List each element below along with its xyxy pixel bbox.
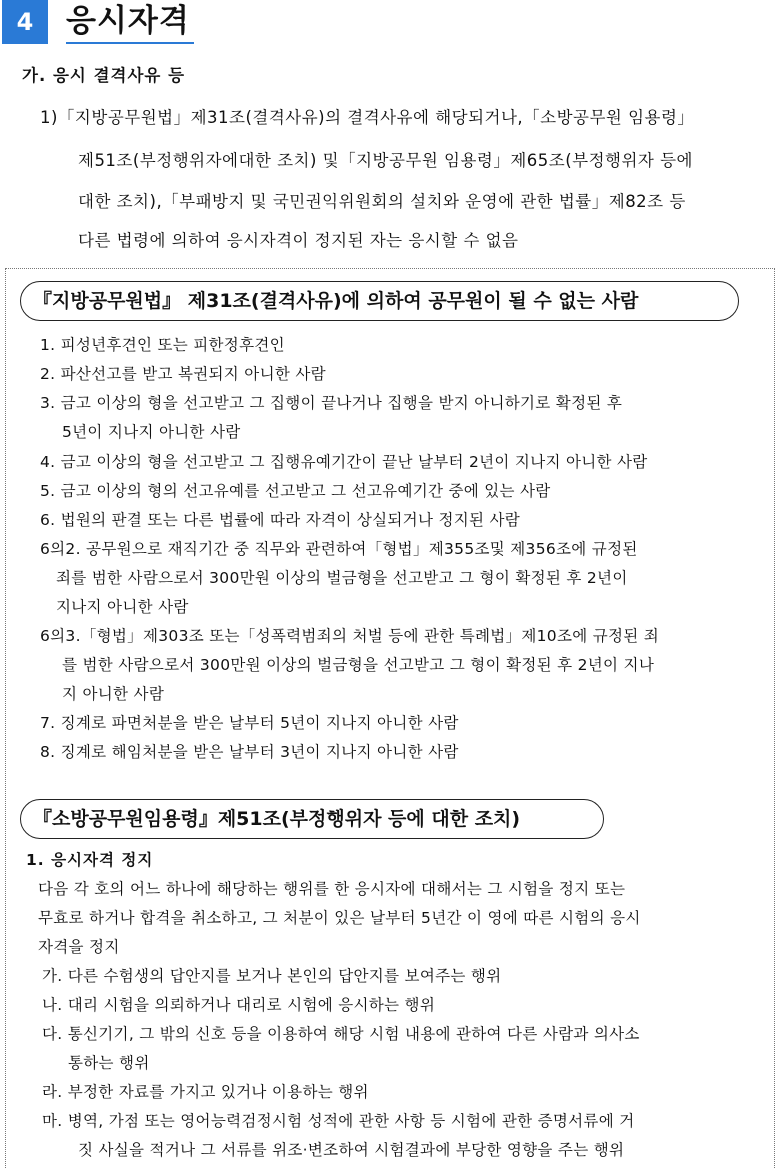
list-item: 4. 금고 이상의 형을 선고받고 그 집행유예기간이 끝난 날부터 2년이 지나지 아니한 사람 xyxy=(40,453,648,471)
section-number-badge: 4 xyxy=(2,0,48,44)
list-item: 자격을 정지 xyxy=(38,938,120,956)
list-item: 죄를 범한 사람으로서 300만원 이상의 벌금형을 선고받고 그 형이 확정된 후 2년이 xyxy=(56,569,628,587)
list-item: 8. 징계로 해임처분을 받은 날부터 3년이 지나지 아니한 사람 xyxy=(40,743,459,761)
box2-heading: 1. 응시자격 정지 xyxy=(26,851,154,869)
list-item: 6의2. 공무원으로 재직기간 중 직무와 관련하여「형법」제355조및 제356조에 규정된 xyxy=(40,540,638,558)
list-item: 마. 병역, 가점 또는 영어능력검정시험 성적에 관한 사항 등 시험에 관한 증명서류에 거 xyxy=(42,1112,635,1130)
box2-title: 『소방공무원임용령』제51조(부정행위자 등에 대한 조치) xyxy=(20,799,604,839)
paragraph-line: 다른 법령에 의하여 응시자격이 정지된 자는 응시할 수 없음 xyxy=(78,231,519,250)
list-item: 지 아니한 사람 xyxy=(62,685,165,703)
list-item: 5년이 지나지 아니한 사람 xyxy=(62,423,241,441)
list-item: 지나지 아니한 사람 xyxy=(56,598,189,616)
list-item: 통하는 행위 xyxy=(68,1054,150,1072)
list-item: 5. 금고 이상의 형의 선고유예를 선고받고 그 선고유예기간 중에 있는 사람 xyxy=(40,482,551,500)
list-item: 가. 다른 수험생의 답안지를 보거나 본인의 답안지를 보여주는 행위 xyxy=(42,967,502,985)
list-item: 다. 통신기기, 그 밖의 신호 등을 이용하여 해당 시험 내용에 관하여 다른 사람과 의사소 xyxy=(42,1025,640,1043)
section-title: 응시자격 xyxy=(66,2,194,44)
list-item: 짓 사실을 적거나 그 서류를 위조·변조하여 시험결과에 부당한 영향을 주는 행위 xyxy=(78,1141,625,1159)
subheading: 가. 응시 결격사유 등 xyxy=(22,66,186,85)
list-item: 6의3.「형법」제303조 또는「성폭력범죄의 처벌 등에 관한 특례법」제10조에 규정된 죄 xyxy=(40,627,660,645)
box1-title: 『지방공무원법』 제31조(결격사유)에 의하여 공무원이 될 수 없는 사람 xyxy=(20,281,739,321)
list-item: 다음 각 호의 어느 하나에 해당하는 행위를 한 응시자에 대해서는 그 시험을 정지 또는 xyxy=(38,880,626,898)
list-item: 라. 부정한 자료를 가지고 있거나 이용하는 행위 xyxy=(42,1083,369,1101)
paragraph-line: 제51조(부정행위자에대한 조치) 및「지방공무원 임용령」제65조(부정행위자 등에 xyxy=(78,151,693,170)
list-item: 무효로 하거나 합격을 취소하고, 그 처분이 있은 날부터 5년간 이 영에 따른 시험의 응시 xyxy=(38,909,641,927)
list-item: 1. 피성년후견인 또는 피한정후견인 xyxy=(40,336,285,354)
list-item: 2. 파산선고를 받고 복권되지 아니한 사람 xyxy=(40,365,326,383)
paragraph-line: 대한 조치),「부패방지 및 국민권익위원회의 설치와 운영에 관한 법률」제82조 등 xyxy=(78,192,686,211)
list-item: 7. 징계로 파면처분을 받은 날부터 5년이 지나지 아니한 사람 xyxy=(40,714,459,732)
list-item: 를 범한 사람으로서 300만원 이상의 벌금형을 선고받고 그 형이 확정된 후 2년이 지나 xyxy=(62,656,655,674)
paragraph-line: 1)「지방공무원법」제31조(결격사유)의 결격사유에 해당되거나,「소방공무원 임용령」 xyxy=(40,108,695,127)
list-item: 3. 금고 이상의 형을 선고받고 그 집행이 끝나거나 집행을 받지 아니하기로 확정된 후 xyxy=(40,394,623,412)
list-item: 나. 대리 시험을 의뢰하거나 대리로 시험에 응시하는 행위 xyxy=(42,996,436,1014)
list-item: 6. 법원의 판결 또는 다른 법률에 따라 자격이 상실되거나 정지된 사람 xyxy=(40,511,521,529)
